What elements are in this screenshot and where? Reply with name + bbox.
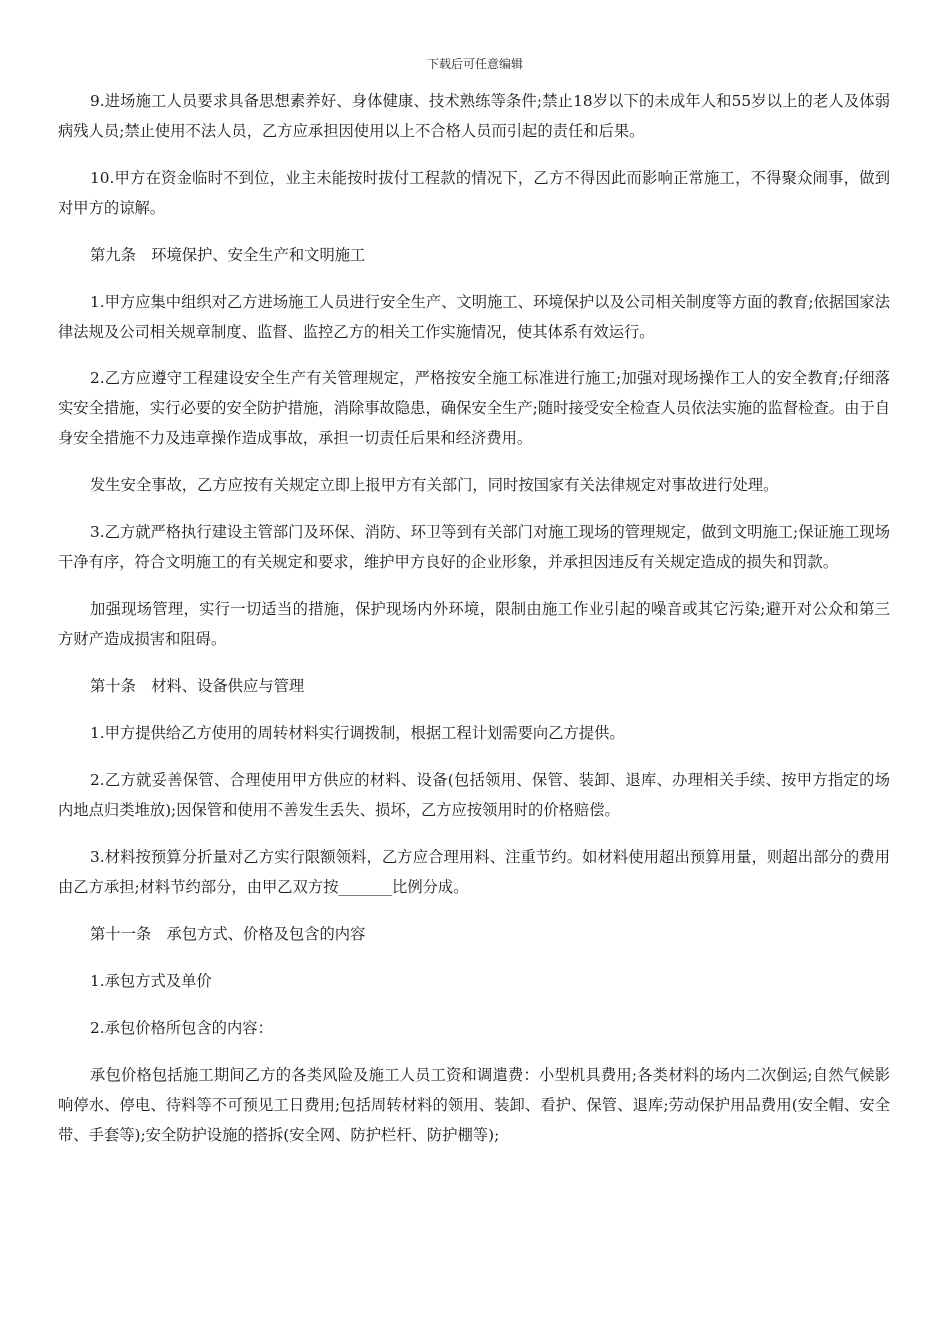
paragraph: 9.进场施工人员要求具备思想素养好、身体健康、技术熟练等条件;禁止18岁以下的未成年人和55岁以上的老人及体弱病残人员;禁止使用不法人员，乙方应承担因使用以上不合格人员而引起的责任和后果。: [58, 92, 890, 140]
paragraph: 10.甲方在资金临时不到位，业主未能按时拔付工程款的情况下，乙方不得因此而影响正常施工，不得聚众闹事，做到对甲方的谅解。: [58, 169, 890, 217]
paragraph: 1.承包方式及单价: [90, 972, 212, 990]
page-header: 下载后可任意编辑: [426, 57, 523, 71]
paragraph: 加强现场管理，实行一切适当的措施，保护现场内外环境，限制由施工作业引起的噪音或其它污染;避开对公众和第三方财产造成损害和阻碍。: [58, 600, 890, 648]
document-body: [58, 86, 890, 1167]
paragraph: 3.材料按预算分折量对乙方实行限额领料，乙方应合理用料、注重节约。如材料使用超出预算用量，则超出部分的费用由乙方承担;材料节约部分，由甲乙双方按_______比例分成。: [58, 848, 890, 896]
paragraph: 2.乙方就妥善保管、合理使用甲方供应的材料、设备(包括领用、保管、装卸、退库、办理相关手续、按甲方指定的场内地点归类堆放);因保管和使用不善发生丢失、损坏，乙方应按领用时的价格赔偿。: [58, 771, 890, 819]
paragraph: 1.甲方应集中组织对乙方进场施工人员进行安全生产、文明施工、环境保护以及公司相关制度等方面的教育;依据国家法律法规及公司相关规章制度、监督、监控乙方的相关工作实施情况，使其体系有效运行。: [58, 293, 890, 341]
paragraph: 承包价格包括施工期间乙方的各类风险及施工人员工资和调遣费：小型机具费用;各类材料的场内二次倒运;自然气候影响停水、停电、待料等不可预见工日费用;包括周转材料的领用、装卸、看护、保管、退库;劳动保护用品费用(安全帽、安全带、手套等);安全防护设施的搭拆(安全网、防护栏杆、防护棚等);: [58, 1066, 890, 1144]
paragraph: 2.乙方应遵守工程建设安全生产有关管理规定，严格按安全施工标准进行施工;加强对现场操作工人的安全教育;仔细落实安全措施，实行必要的安全防护措施，消除事故隐患，确保安全生产;随时接受安全检查人员依法实施的监督检查。由于自身安全措施不力及违章操作造成事故，承担一切责任后果和经济费用。: [58, 369, 890, 447]
section-heading: 第九条 环境保护、安全生产和文明施工: [90, 246, 366, 264]
section-heading: 第十条 材料、设备供应与管理: [90, 677, 305, 695]
paragraph: 发生安全事故，乙方应按有关规定立即上报甲方有关部门，同时按国家有关法律规定对事故进行处理。: [90, 476, 779, 494]
section-heading: 第十一条 承包方式、价格及包含的内容: [90, 925, 366, 943]
paragraph: 1.甲方提供给乙方使用的周转材料实行调拨制，根据工程计划需要向乙方提供。: [90, 724, 625, 742]
paragraph: 3.乙方就严格执行建设主管部门及环保、消防、环卫等到有关部门对施工现场的管理规定，做到文明施工;保证施工现场干净有序，符合文明施工的有关规定和要求，维护甲方良好的企业形象，并承担因违反有关规定造成的损失和罚款。: [58, 523, 890, 571]
paragraph: 2.承包价格所包含的内容：: [90, 1019, 273, 1037]
